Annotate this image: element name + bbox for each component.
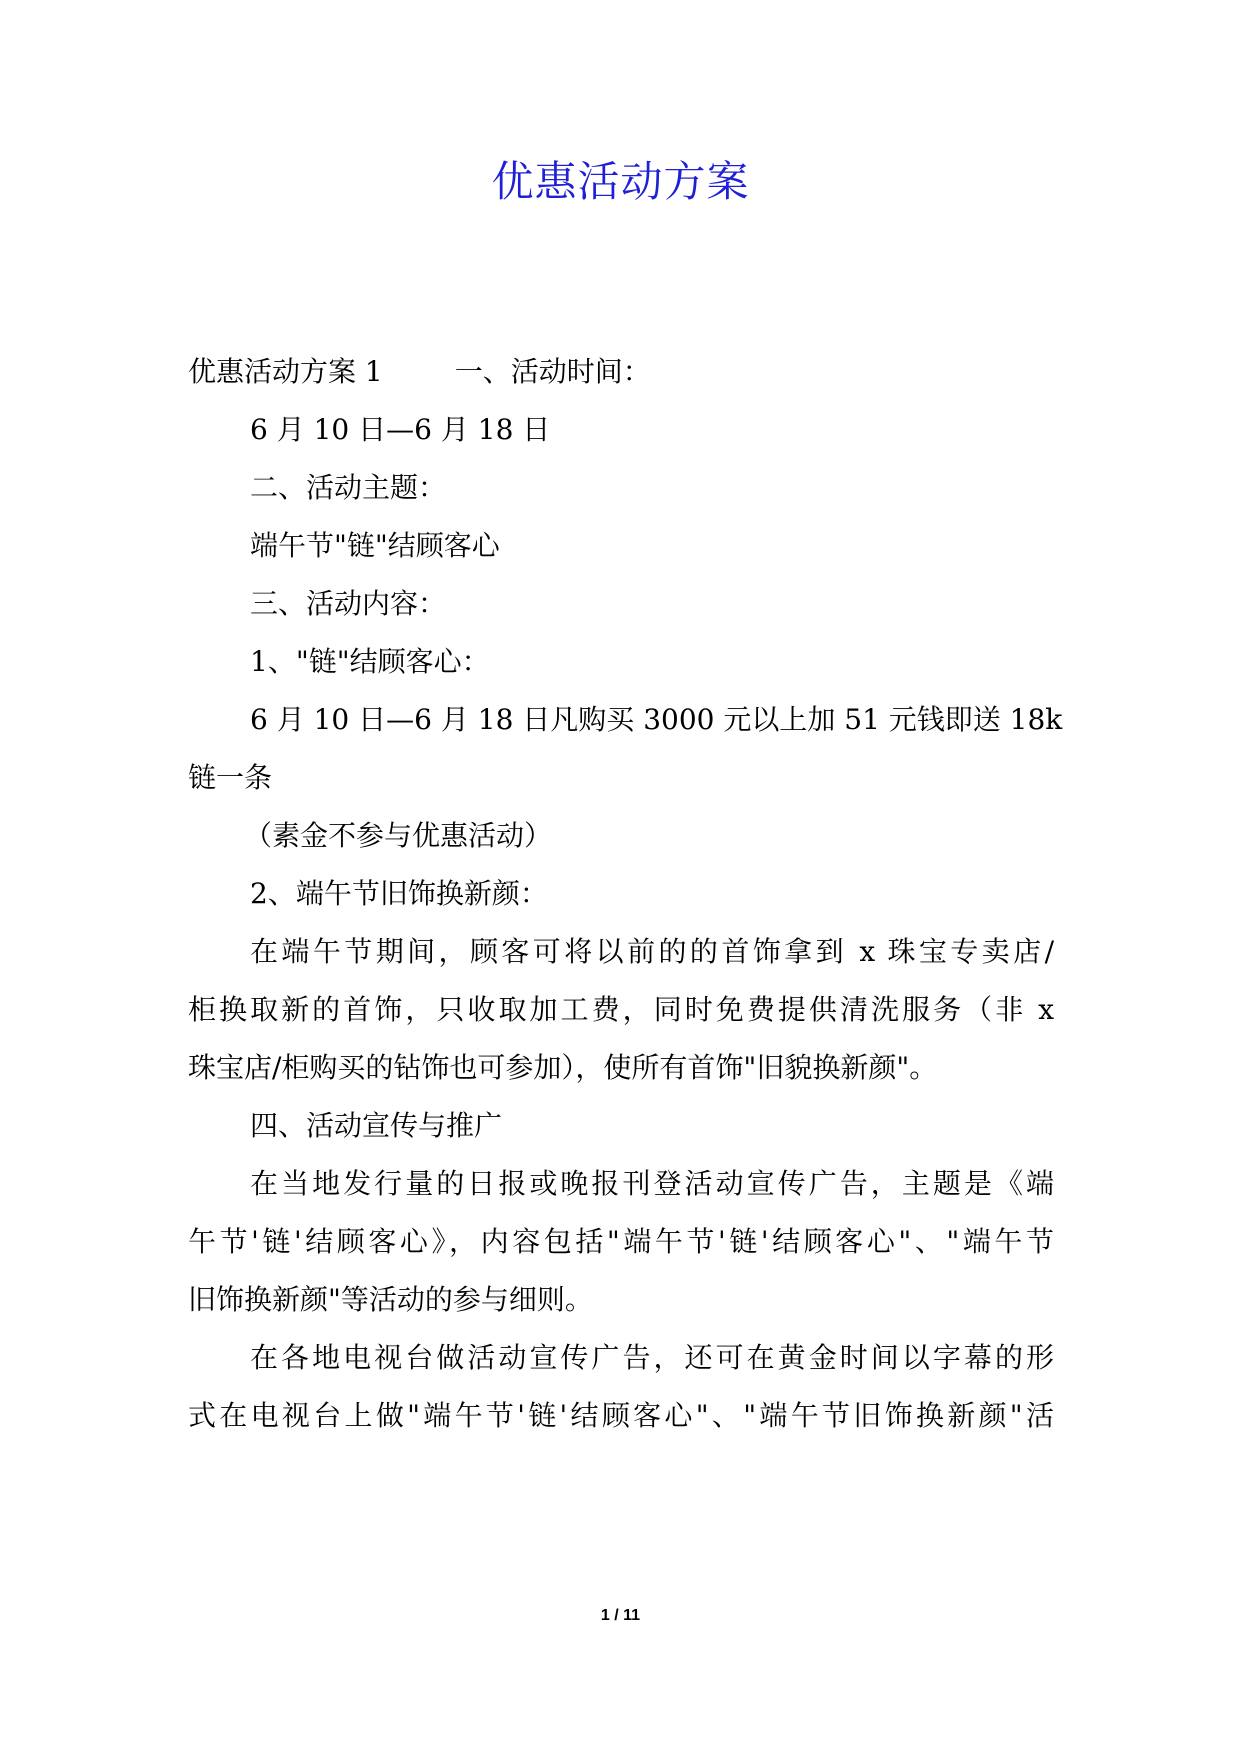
section-heading: 二、活动主题： [250, 471, 447, 504]
paragraph-line: （素金不参与优惠活动） [244, 819, 553, 852]
page-title: 优惠活动方案 [491, 157, 750, 206]
paragraph-line: 在各地电视台做活动宣传广告，还可在黄金时间以字幕的形 [250, 1341, 1054, 1374]
paragraph-line: 柜换取新的首饰，只收取加工费，同时免费提供清洗服务（非 x [188, 993, 1054, 1026]
paragraph-line: 午节'链'结顾客心》，内容包括"端午节'链'结顾客心"、"端午节 [188, 1225, 1054, 1258]
page-number: 1 / 11 [600, 1607, 641, 1624]
paragraph-line: 6 月 10 日—6 月 18 日 [250, 413, 551, 446]
paragraph-line: 在当地发行量的日报或晚报刊登活动宣传广告，主题是《端 [250, 1167, 1054, 1200]
paragraph-line: 6 月 10 日—6 月 18 日凡购买 3000 元以上加 51 元钱即送 18k [250, 703, 1063, 736]
section-heading: 三、活动内容： [250, 587, 447, 620]
subsection-heading: 2、端午节旧饰换新颜： [250, 877, 548, 910]
paragraph-line: 珠宝店/柜购买的钻饰也可参加），使所有首饰"旧貌换新颜"。 [188, 1051, 938, 1084]
paragraph-line: 旧饰换新颜"等活动的参与细则。 [188, 1283, 593, 1316]
paragraph-line: 在端午节期间，顾客可将以前的的首饰拿到 x 珠宝专卖店/ [250, 935, 1054, 968]
paragraph-line: 端午节"链"结顾客心 [250, 529, 500, 562]
paragraph-line: 式在电视台上做"端午节'链'结顾客心"、"端午节旧饰换新颜"活 [188, 1399, 1054, 1432]
section-heading: 优惠活动方案 1 [188, 355, 383, 388]
section-heading: 四、活动宣传与推广 [250, 1109, 503, 1142]
paragraph-line [188, 352, 651, 392]
paragraph-line: 链一条 [188, 761, 273, 794]
section-heading: 一、活动时间： [454, 355, 651, 388]
subsection-heading: 1、"链"结顾客心： [250, 645, 490, 678]
